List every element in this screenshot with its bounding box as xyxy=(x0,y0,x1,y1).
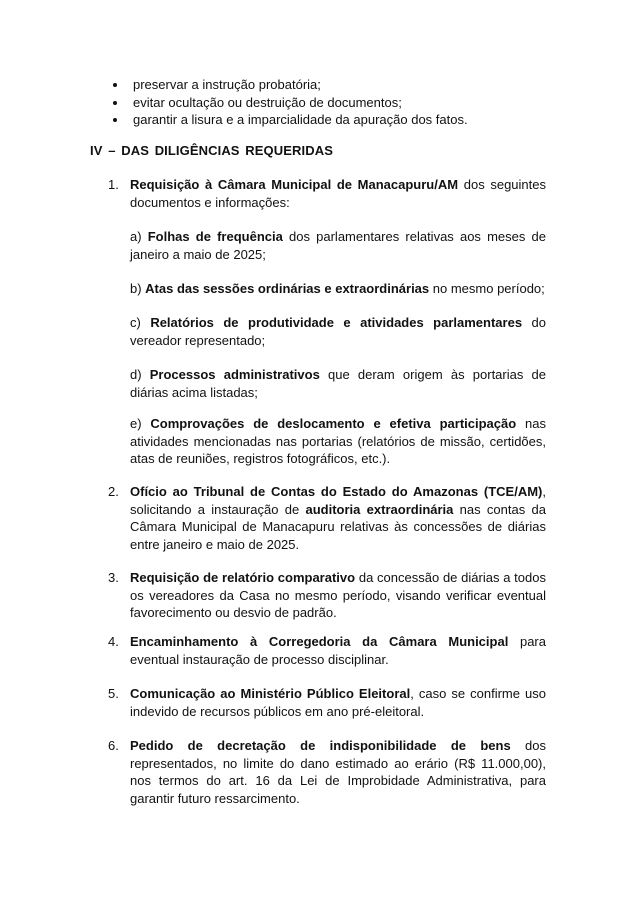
bullet-icon xyxy=(113,118,117,122)
item-number: 3. xyxy=(108,570,119,585)
bullet-list xyxy=(112,76,552,129)
item-number: 6. xyxy=(108,738,119,753)
subitem-a xyxy=(130,228,546,263)
item-text: , caso se confirme uso indevido de recursos públicos em ano pré-eleitoral. xyxy=(130,686,546,719)
subitem-bold-text: Folhas de frequência xyxy=(147,229,283,244)
numbered-item-6 xyxy=(108,737,546,807)
item-number: 4. xyxy=(108,634,119,649)
item-number: 1. xyxy=(108,177,119,192)
item-text: da concessão de diárias a todos os vereadores da Casa no mesmo período, visando verificar eventual favorecimento ou desvio de padrão. xyxy=(130,570,546,620)
numbered-item-4 xyxy=(108,633,546,668)
subitem-c xyxy=(130,314,546,349)
item-text: dos representados, no limite do dano estimado ao erário (R$ 11.000,00), nos termos do art. 16 da Lei de Improbidade Administrativa, para garantir futuro ressarcimento. xyxy=(130,738,546,806)
subitem-d xyxy=(130,366,546,401)
item-bold-text: Pedido de decretação de indisponibilidade de bens xyxy=(130,738,511,753)
bullet-item xyxy=(112,111,552,129)
item-text: dos seguintes documentos e informações: xyxy=(130,177,546,210)
subitem-bold-text: Comprovações de deslocamento e efetiva participação xyxy=(150,416,517,431)
item-number: 5. xyxy=(108,686,119,701)
subitem-bold-text: Processos administrativos xyxy=(149,367,320,382)
subitem-b xyxy=(130,280,546,298)
bullet-text: garantir a lisura e a imparcialidade da apuração dos fatos. xyxy=(133,112,468,127)
item-bold-text: Requisição de relatório comparativo xyxy=(130,570,356,585)
section-heading: IV – DAS DILIGÊNCIAS REQUERIDAS xyxy=(90,143,333,158)
item-bold-text-2: auditoria extraordinária xyxy=(305,501,454,517)
bullet-item xyxy=(112,94,552,112)
subitem-text: no mesmo período; xyxy=(429,281,545,296)
numbered-item-5 xyxy=(108,685,546,720)
numbered-item-1 xyxy=(108,176,546,211)
item-bold-text: Encaminhamento à Corregedoria da Câmara Municipal xyxy=(130,634,509,649)
bullet-icon xyxy=(113,83,117,87)
item-text: nas contas da Câmara Municipal de Manacapuru relativas às concessões de diárias entre janeiro e maio de 2025. xyxy=(130,501,546,552)
subitem-bold-text: Relatórios de produtividade e atividades parlamentares xyxy=(150,315,523,330)
subitem-text: dos parlamentares relativas aos meses de janeiro a maio de 2025; xyxy=(130,229,546,262)
subitem-text: que deram origem às portarias de diárias acima listadas; xyxy=(130,367,547,400)
subitem-prefix: d) xyxy=(130,367,150,382)
item-text: para eventual instauração de processo disciplinar. xyxy=(130,634,546,667)
item-number: 2. xyxy=(108,484,119,499)
bullet-text: preservar a instrução probatória; xyxy=(133,77,321,92)
bullet-item xyxy=(112,76,552,94)
subitem-text: nas atividades mencionadas nas portarias (relatórios de missão, certidões, atas de reuniões, registros fotográficos, etc.). xyxy=(130,416,546,466)
numbered-item-3 xyxy=(108,569,546,622)
item-bold-text: Requisição à Câmara Municipal de Manacapuru/AM xyxy=(130,177,459,192)
subitem-prefix: c) xyxy=(130,315,151,330)
subitem-prefix: a) xyxy=(130,229,148,244)
item-bold-text: Comunicação ao Ministério Público Eleitoral xyxy=(130,686,411,701)
subitem-prefix: b) xyxy=(130,281,146,296)
subitem-prefix: e) xyxy=(130,416,151,431)
subitem-text: do vereador representado; xyxy=(130,315,546,348)
bullet-text: evitar ocultação ou destruição de documentos; xyxy=(133,94,402,110)
numbered-item-2 xyxy=(108,483,546,553)
subitem-e xyxy=(130,415,546,468)
item-bold-text: Ofício ao Tribunal de Contas do Estado do Amazonas (TCE/AM) xyxy=(130,484,543,499)
subitem-bold-text: Atas das sessões ordinárias e extraordinárias xyxy=(145,281,430,296)
item-text: , solicitando a instauração de xyxy=(130,484,546,517)
bullet-icon xyxy=(113,101,117,105)
